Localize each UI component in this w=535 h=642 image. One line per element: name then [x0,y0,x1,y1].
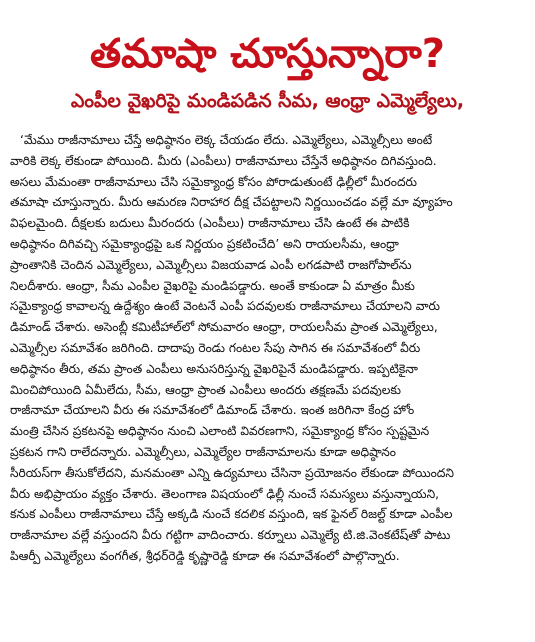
article-line: ప్రకటన గాని రాలేదన్నారు. ఎమ్మెల్సీలు, ఎమ్మెల్యేల రాజీనామాలను కూడా అధిష్ఠానం [10,444,396,459]
subheadline: ఎంపీల వైఖరిపై మండిపడిన సీమ, ఆంధ్రా ఎమ్మెల్యేలు, [70,90,465,112]
article-line: అధిష్ఠానం దిగివచ్చి సమైక్యాంధ్రపై ఒక నిర్ణయం ప్రకటించేది’ అని రాయలసీమ, ఆంధ్రా [10,236,399,251]
article-line: అధిష్ఠానం తీరు, తమ ప్రాంత ఎంపీలు అనుసరిస్తున్న వైఖరిపైనే మండిపడ్డారు. ఇప్పటికైనా [10,361,418,376]
article-line: డిమాండ్ చేశారు. అసెంబ్లీ కమిటీహాల్‌లో సోమవారం ఆంధ్రా, రాయలసీమ ప్రాంత ఎమ్మెల్యేలు, [10,320,438,335]
article-body [10,130,525,567]
article-line: కనుక ఎంపీలు రాజీనామాలు చేస్తే అక్కడి నుంచే కదలిక వస్తుంది, ఇక ఫైనల్ రిజల్ట్ కూడా ఎంపీల [10,507,453,522]
article-line: విఫలమైంది. దీక్షలకు బదులు మీరందరు (ఎంపీలు) రాజీనామాలు చేసి ఉంటే ఈ పాటికి [10,216,410,231]
article-line: మంత్రి చేసిన ప్రకటనపై అధిష్ఠానం నుంచి ఎలాంటి వివరణగాని, సమైక్యాంధ్ర కోసం స్పష్టమైన [10,424,430,439]
article-line: వారికి లెక్క లేకుండా పోయింది. మీరు (ఎంపీలు) రాజీనామాలు చేస్తేనే అధిష్ఠానం దిగివస్తుంది. [10,153,437,168]
article-line: సీరియస్‌గా తీసుకోలేదని, మనమంతా ఎన్ని ఉద్యమాలు చేసినా ప్రయోజనం లేకుండా పోయిందని [10,465,454,480]
article-line: వీరు అభిప్రాయం వ్యక్తం చేశారు. తెలంగాణ విషయంలో ఢిల్లీ నుంచే సమస్యలు వస్తున్నాయని, [10,486,440,501]
article-line: ప్రాంతానికి చెందిన ఎమ్మెల్యేలు, ఎమ్మెల్సీలు విజయవాడ ఎంపీ లగడపాటి రాజగోపాల్‌ను [10,257,412,272]
headline: తమాషా చూస్తున్నారా? [90,31,445,77]
article-line: సమైక్యాంధ్ర కావాలన్న ఉద్దేశ్యం ఉంటే వెంటనే ఎంపీ పదవులకు రాజీనామాలు చేయాలని వారు [10,299,440,314]
article-line: రాజీనామా చేయాలని వీరు ఈ సమావేశంలో డిమాండ్ చేశారు. ఇంత జరిగినా కేంద్ర హోం [10,403,415,418]
article-line: నిలదీశారు. ఆంధ్రా, సీమ ఎంపీల వైఖరిపై మండిపడ్డారు. అంతే కాకుండా ఏ మాత్రం మీకు [10,278,415,293]
article-line: పిఆర్పీ ఎమ్మెల్యేలు వంగగీత, శ్రీధర్‌రెడ్డి కృష్ణారెడ్డి కూడా ఈ సమావేశంలో పాల్గొన్నారు. [10,548,400,563]
article-line: ‘మేము రాజీనామాలు చేస్తే అధిష్ఠానం లెక్క చేయడం లేదు. ఎమ్మెల్యేలు, ఎమ్మెల్సీలు అంటే [20,133,433,147]
article-line: రాజీనామాల వల్లే వస్తుందని వీరు గట్టిగా వాదించారు. కర్నూలు ఎమ్మెల్యే టి.జి.వెంకటేష్‌తో పాటు [10,528,451,543]
article-line: అసలు మేమంతా రాజీనామాలు చేసి సమైక్యాంధ్ర కోసం పోరాడుతుంటే ఢిల్లీలో మీరందరు [10,174,417,189]
article-line: మించిపోయింది ఏమీలేదు, సీమ, ఆంధ్రా ప్రాంత ఎంపీలు అందరు తక్షణమే పదవులకు [10,382,401,397]
article-line: తమాషా చూస్తున్నారు. మీరు ఆమరణ నిరాహార దీక్ష చేపట్టాలని నిర్ణయించడం వల్లే మా వ్యూహం [10,195,453,210]
article-line: ఎమ్మెల్సీల సమావేశం జరిగింది. దాదాపు రెండు గంటల సేపు సాగిన ఈ సమావేశంలో వీరు [10,340,421,355]
